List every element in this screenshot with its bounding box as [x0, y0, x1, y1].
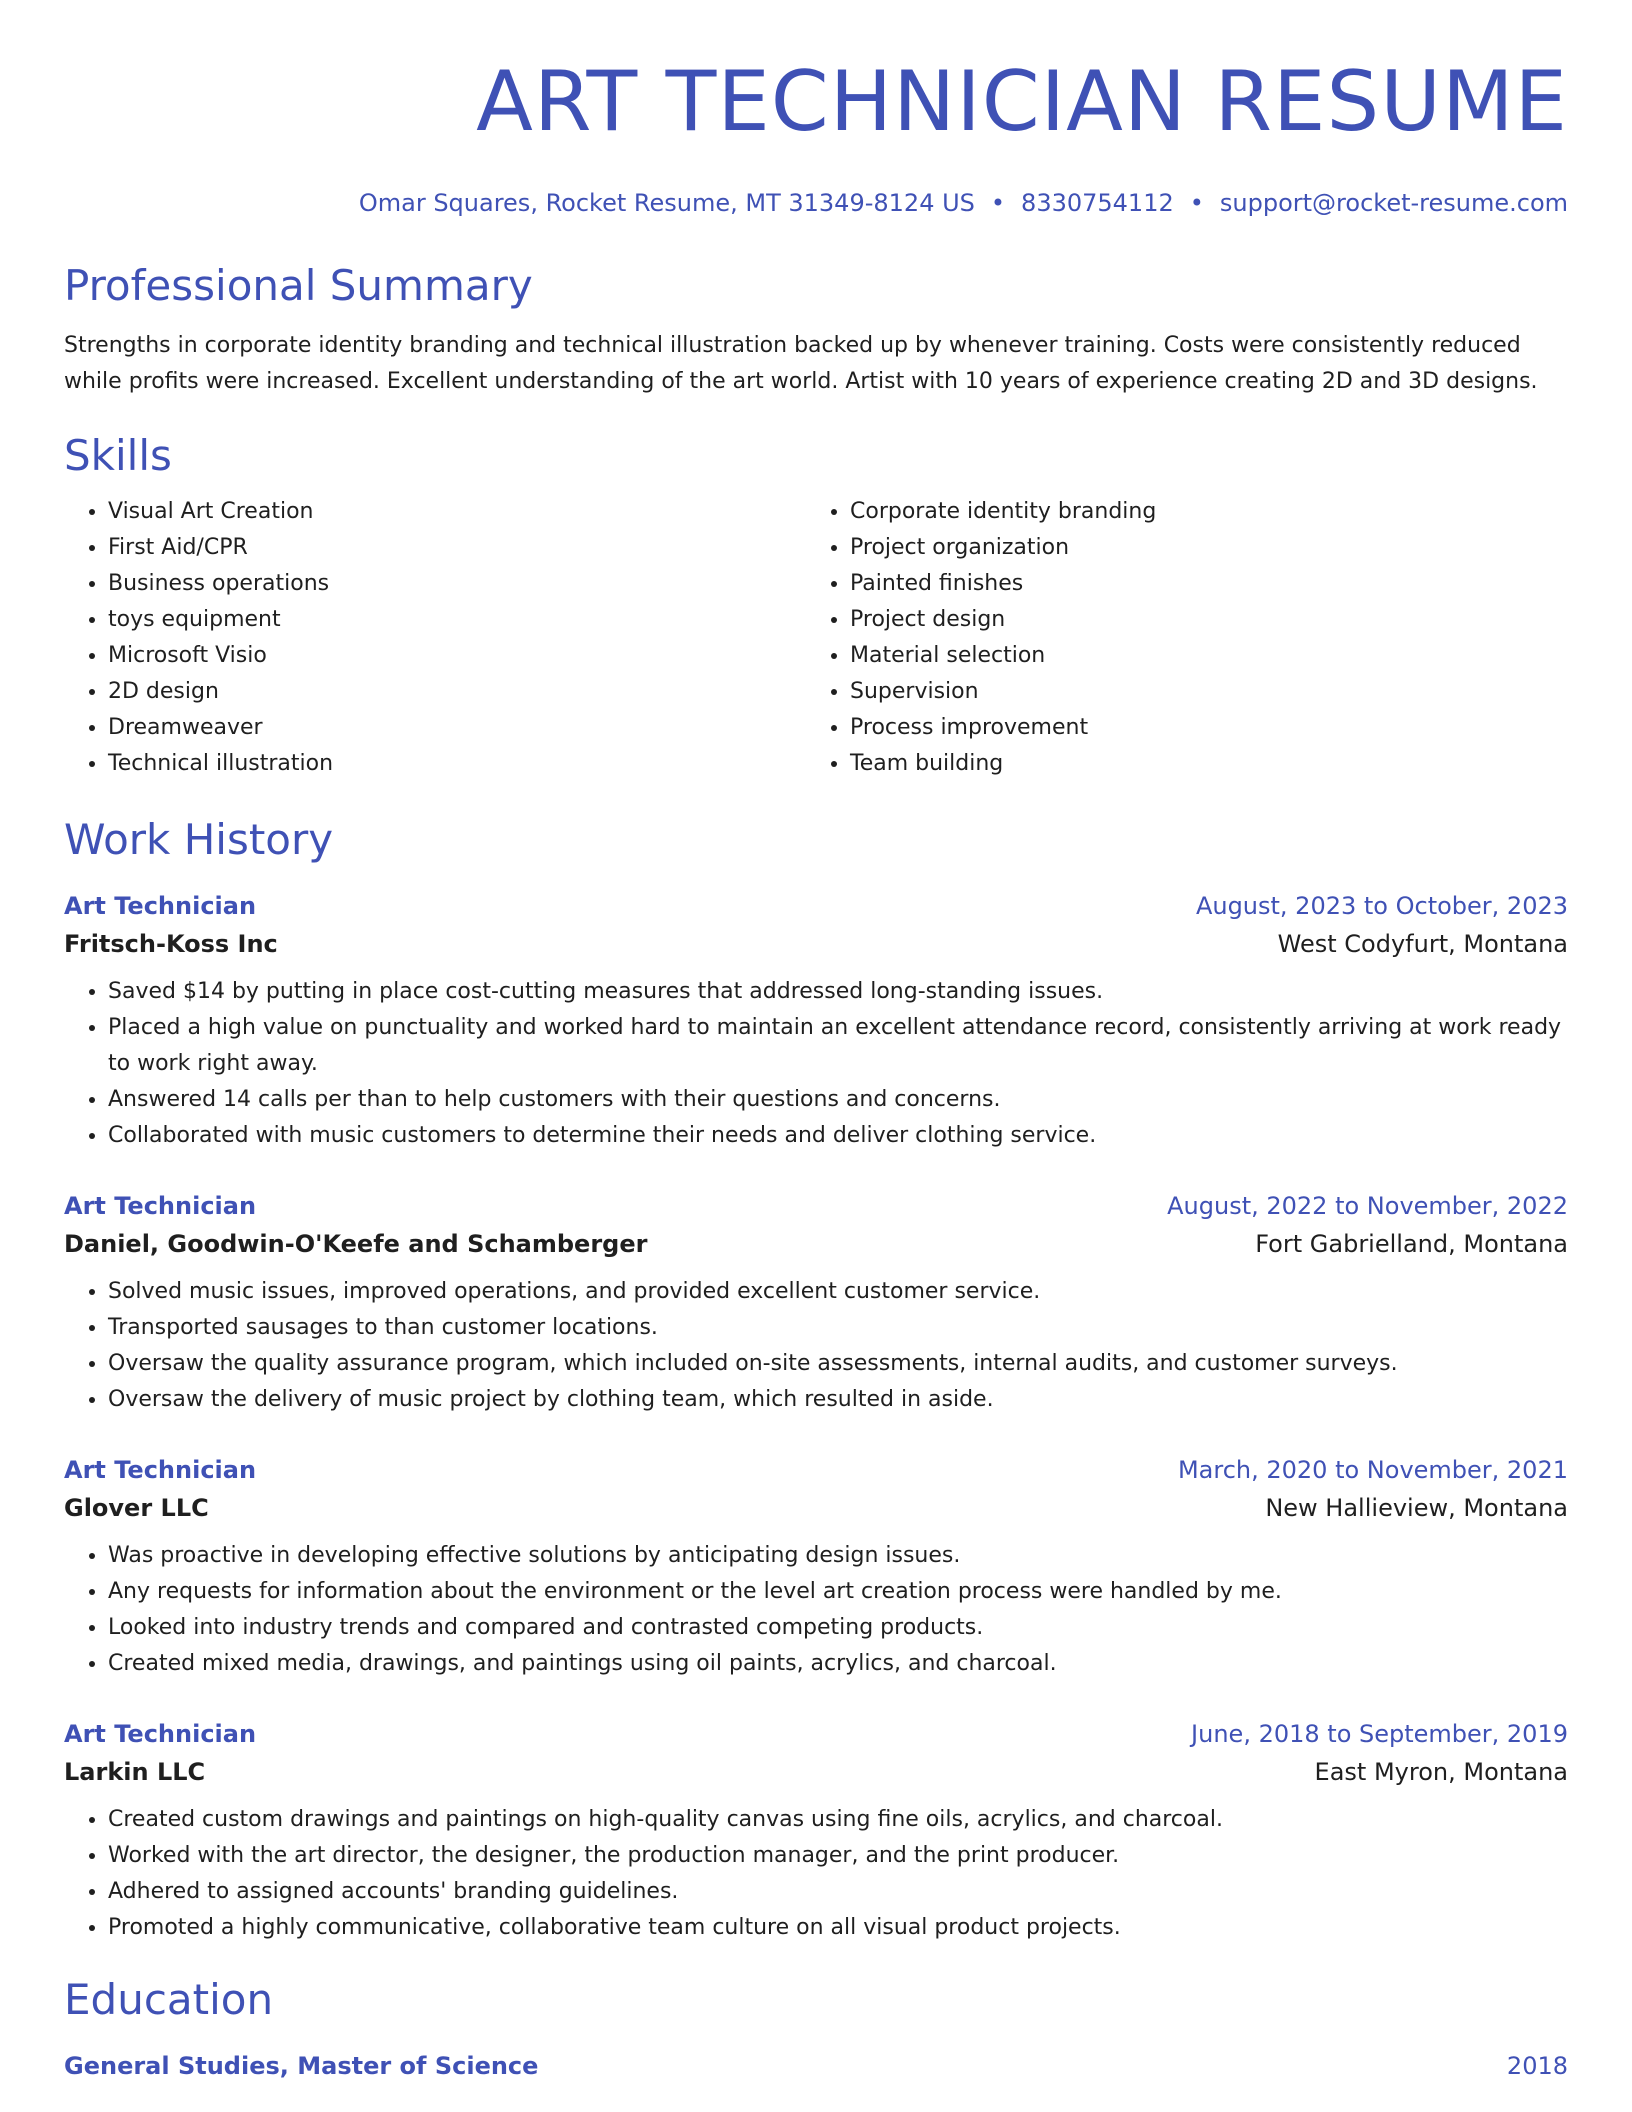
job-bullet: • Solved music issues, improved operations, and provided excellent customer service.	[108, 1274, 1568, 1310]
skill-item: • Process improvement	[850, 710, 1548, 746]
skills-column-left	[64, 494, 806, 782]
job-bullets	[64, 1274, 1568, 1418]
job-bullet: • Answered 14 calls per than to help customers with their questions and concerns.	[108, 1082, 1568, 1118]
skill-item: • Technical illustration	[108, 746, 806, 782]
job-bullet: • Was proactive in developing effective solutions by anticipating design issues.	[108, 1538, 1568, 1574]
job-bullet: • Oversaw the quality assurance program, which included on-site assessments, internal audits, and customer surveys.	[108, 1346, 1568, 1382]
job-bullet: • Looked into industry trends and compared and contrasted competing products.	[108, 1610, 1568, 1646]
job-entry	[64, 1188, 1568, 1418]
contact-separator: •	[1189, 189, 1204, 217]
job-bullet: • Oversaw the delivery of music project by clothing team, which resulted in aside.	[108, 1382, 1568, 1418]
skill-item: • Visual Art Creation	[108, 494, 806, 530]
job-dates: March, 2020 to November, 2021	[1177, 1456, 1568, 1484]
skills-column-right	[806, 494, 1548, 782]
contact-address: Omar Squares, Rocket Resume, MT 31349-8124 US	[358, 189, 975, 217]
job-title: Art Technician	[64, 892, 257, 920]
skill-item: • Team building	[850, 746, 1548, 782]
summary-text: Strengths in corporate identity branding and technical illustration backed up by whenever training. Costs were consistently reduced while profits were increased. Excellent understanding of the art world. Artist with 10 years of experience creating 2D and 3D designs.	[64, 333, 1538, 394]
skill-item: • Material selection	[850, 638, 1548, 674]
job-location: West Codyfurt, Montana	[1277, 930, 1568, 958]
job-bullet: • Saved $14 by putting in place cost-cutting measures that addressed long-standing issues.	[108, 974, 1568, 1010]
job-bullets	[64, 1538, 1568, 1682]
summary-heading: Professional Summary	[64, 261, 533, 310]
job-entry	[64, 888, 1568, 1154]
job-company: Daniel, Goodwin-O'Keefe and Schamberger	[64, 1230, 648, 1258]
job-bullet: • Any requests for information about the environment or the level art creation process were handled by me.	[108, 1574, 1568, 1610]
skill-item: • Supervision	[850, 674, 1548, 710]
education-heading: Education	[64, 1975, 274, 2024]
resume-header	[64, 54, 1568, 218]
job-bullet: • Created mixed media, drawings, and paintings using oil paints, acrylics, and charcoal.	[108, 1646, 1568, 1682]
job-company: Glover LLC	[64, 1494, 209, 1522]
job-dates: August, 2022 to November, 2022	[1167, 1192, 1568, 1220]
resume-name: ART TECHNICIAN RESUME	[476, 53, 1568, 150]
job-title: Art Technician	[64, 1720, 257, 1748]
education-entry	[64, 2048, 1568, 2084]
skills-list	[64, 494, 1568, 782]
job-company: Fritsch-Koss Inc	[64, 930, 278, 958]
contact-separator: •	[990, 189, 1006, 217]
job-location: New Hallieview, Montana	[1265, 1494, 1568, 1522]
skill-item: • Dreamweaver	[108, 710, 806, 746]
skill-item: • First Aid/CPR	[108, 530, 806, 566]
job-bullet: • Placed a high value on punctuality and worked hard to maintain an excellent attendance record, consistently arriving at work ready to work right away.	[108, 1010, 1568, 1082]
education-year: 2018	[1506, 2052, 1568, 2080]
job-entry	[64, 1716, 1568, 1946]
job-bullet: • Promoted a highly communicative, collaborative team culture on all visual product projects.	[108, 1910, 1568, 1946]
job-dates: June, 2018 to September, 2019	[1191, 1720, 1568, 1748]
job-bullets	[64, 974, 1568, 1154]
contact-email: support@rocket-resume.com	[1219, 189, 1568, 217]
skill-item: • Project design	[850, 602, 1548, 638]
skill-item: • Project organization	[850, 530, 1548, 566]
job-bullets	[64, 1802, 1568, 1946]
job-location: East Myron, Montana	[1314, 1758, 1568, 1786]
job-bullet: • Collaborated with music customers to determine their needs and deliver clothing service.	[108, 1118, 1568, 1154]
job-bullet: • Adhered to assigned accounts' branding guidelines.	[108, 1874, 1568, 1910]
job-location: Fort Gabrielland, Montana	[1255, 1230, 1568, 1258]
skill-item: • 2D design	[108, 674, 806, 710]
skill-item: • Corporate identity branding	[850, 494, 1548, 530]
job-title: Art Technician	[64, 1456, 257, 1484]
job-bullet: • Worked with the art director, the designer, the production manager, and the print producer.	[108, 1838, 1568, 1874]
job-company: Larkin LLC	[64, 1758, 206, 1786]
contact-phone: 8330754112	[1021, 189, 1174, 217]
work-history-heading: Work History	[64, 815, 334, 864]
education-degree: General Studies, Master of Science	[64, 2052, 539, 2080]
skills-heading: Skills	[64, 431, 172, 480]
job-bullet: • Transported sausages to than customer locations.	[108, 1310, 1568, 1346]
job-title: Art Technician	[64, 1192, 257, 1220]
skill-item: • toys equipment	[108, 602, 806, 638]
skill-item: • Microsoft Visio	[108, 638, 806, 674]
contact-line	[64, 188, 1568, 218]
skill-item: • Painted finishes	[850, 566, 1548, 602]
job-entry	[64, 1452, 1568, 1682]
skill-item: • Business operations	[108, 566, 806, 602]
job-bullet: • Created custom drawings and paintings on high-quality canvas using fine oils, acrylics, and charcoal.	[108, 1802, 1568, 1838]
job-dates: August, 2023 to October, 2023	[1195, 892, 1568, 920]
